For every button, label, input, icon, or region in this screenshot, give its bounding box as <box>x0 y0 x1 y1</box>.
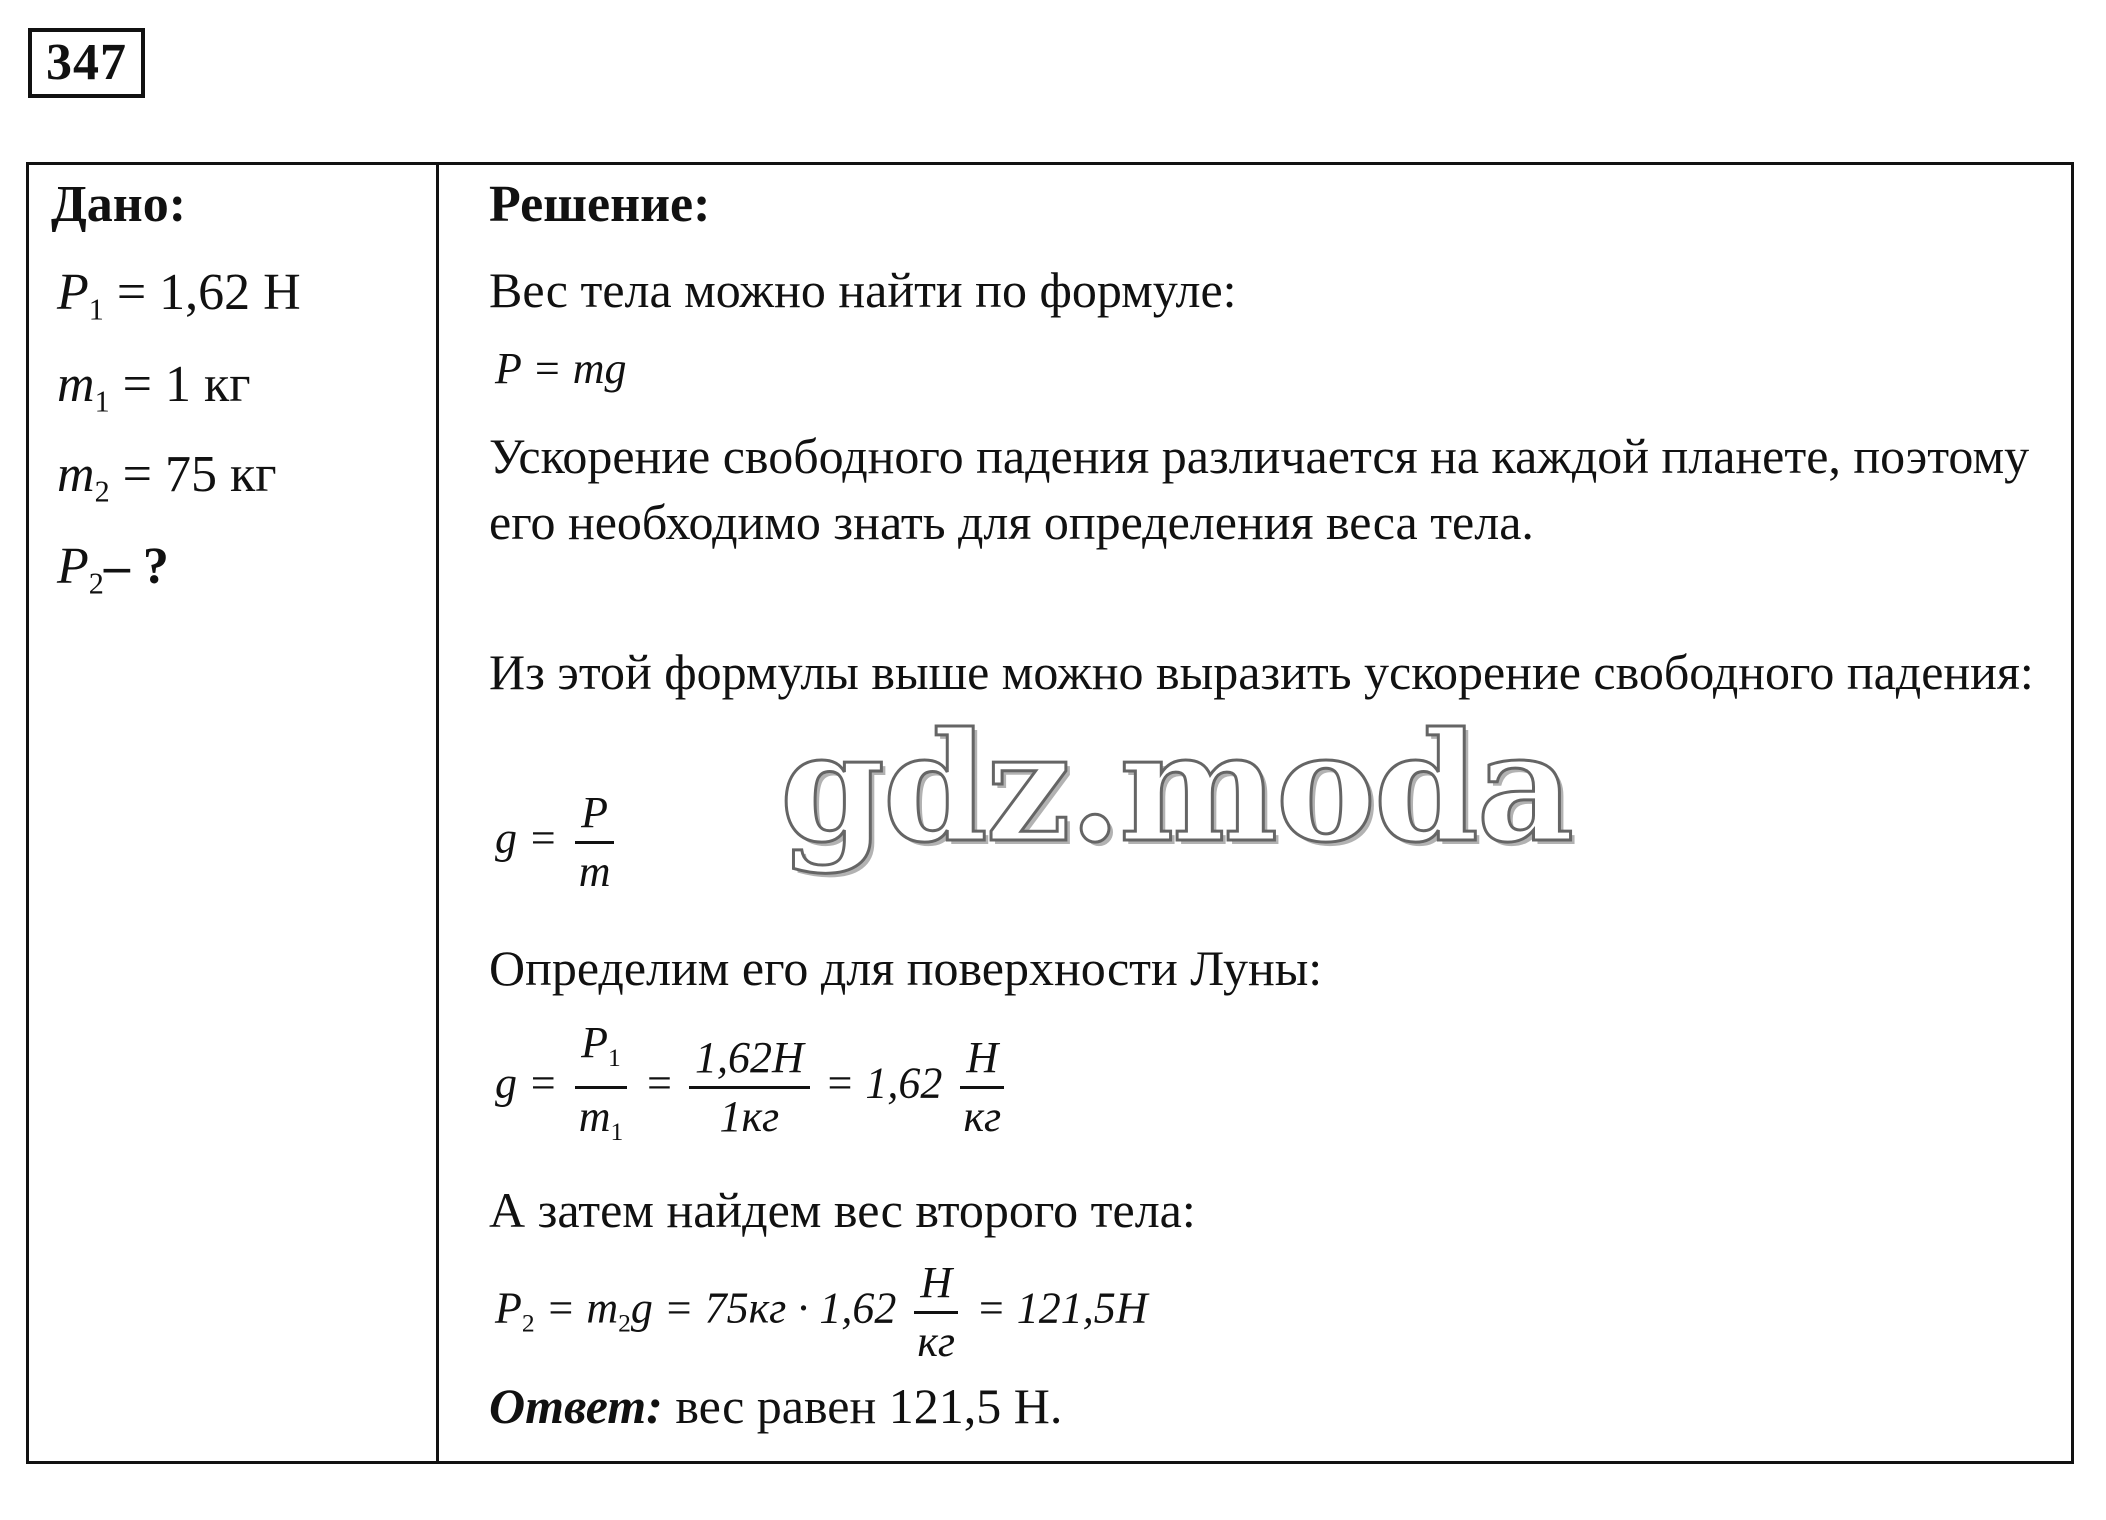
given-p1: $P_1 = 1,62$ Н <box>57 264 301 327</box>
watermark-logo: gdz.moda <box>780 700 1573 876</box>
solution-text-1: Вес тела можно найти по формуле: <box>489 262 1237 318</box>
solution-heading: Решение: <box>489 176 711 233</box>
solution-text-5: А затем найдем вес второго тела: <box>489 1182 1196 1238</box>
given-heading: Дано: <box>51 176 187 233</box>
formula-weight: P = mg <box>495 344 627 393</box>
task-number: 347 <box>28 28 145 98</box>
formula-p2: $P_2 = m_2g = 75кг \cdot 1,62$ $\frac{Н}{кг}$ = 121,5Н <box>495 1255 1148 1370</box>
answer-line: Ответ: вес равен 121,5 Н. <box>489 1378 1063 1434</box>
solution-text-3: Из этой формулы выше можно выразить ускорение свободного падения: <box>489 644 2034 700</box>
solution-text-4: Определим его для поверхности Луны: <box>489 940 1323 996</box>
formula-g-moon: g = $\frac{P_1}{m_1}$ = $\frac{1,62Н}{1кг}$ = 1,62 $\frac{Н}{кг}$ <box>495 1015 1011 1160</box>
given-m2: $m_2 = 75$ кг <box>57 446 277 509</box>
given-m1: $m_1 = 1$ кг <box>57 356 251 419</box>
formula-g: g = $\frac{P}{m}$ <box>495 785 620 900</box>
given-column <box>29 165 439 1461</box>
solution-text-2: Ускорение свободного падения различается на каждой планете, поэтому его необходимо знать для определения веса тела. <box>489 428 2030 550</box>
given-p2-unknown: $P_2-$ ? <box>57 538 169 601</box>
